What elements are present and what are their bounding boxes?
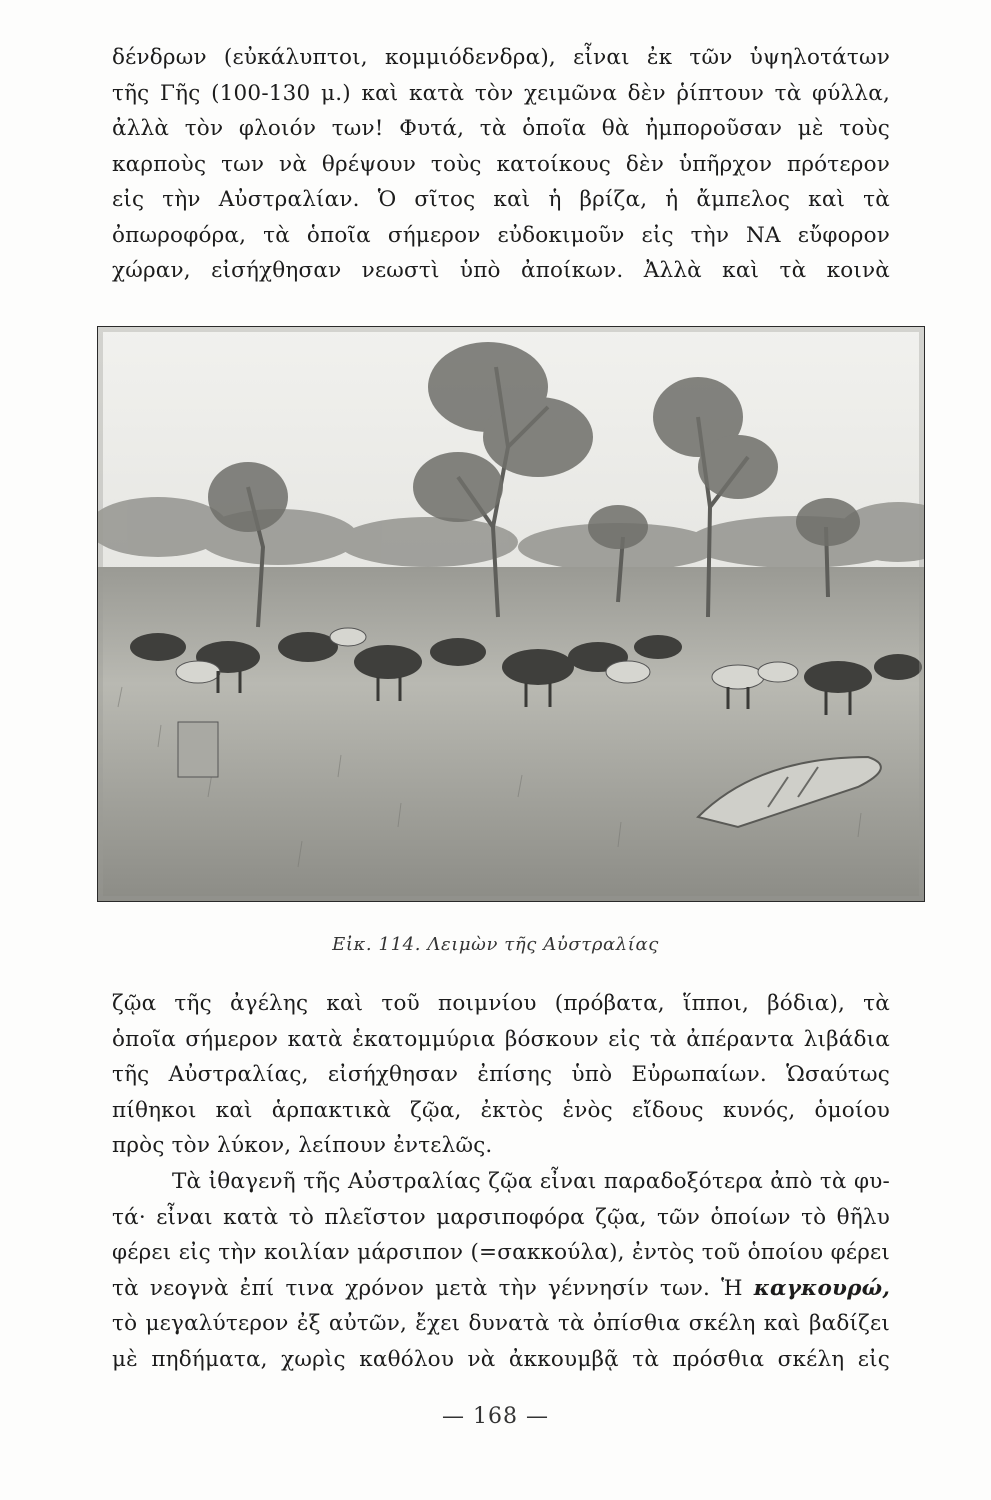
text-line: τὸ μεγαλύτερον ἐξ αὐτῶν, ἔχει δυνατὰ τὰ ὀπίσθια σκέλη καὶ βαδίζει [112,1311,890,1336]
text-line: πρὸς τὸν λύκον, λείπουν ἐντελῶς. [112,1133,493,1158]
kangaroo-term: καγκουρώ, [753,1275,890,1301]
text-line [112,1271,890,1307]
figure-caption: Εἰκ. 114. Λειμὼν τῆς Αὐστραλίας [332,934,659,955]
top-paragraph [112,40,890,289]
text-line: ὁποῖα σήμερον κατὰ ἑκατομμύρια βόσκουν εἰς τὰ ἀπέραντα λιβάδια [112,1026,890,1052]
text-line: Τὰ ἰθαγενῆ τῆς Αὐστραλίας ζῷα εἶναι παραδοξότερα ἀπὸ τὰ φυ- [172,1169,890,1194]
text-line: εἰς τὴν Αὐστραλίαν. Ὁ σῖτος καὶ ἡ βρίζα, ἡ ἄμπελος καὶ τὰ [112,187,890,212]
bottom-paragraph-2 [112,1164,890,1377]
text-line: μὲ πηδήματα, χωρὶς καθόλου νὰ ἀκκουμβᾷ τὰ πρόσθια σκέλη εἰς [112,1346,890,1372]
text-line: καρποὺς των νὰ θρέψουν τοὺς κατοίκους δὲν ὑπῆρχον πρότερον [112,151,890,177]
bottom-paragraph-1 [112,986,890,1164]
text-line: ζῷα τῆς ἀγέλης καὶ τοῦ ποιμνίου (πρόβατα, ἵπποι, βόδια), τὰ [112,991,890,1016]
text-line: τά· εἶναι κατὰ τὸ πλεῖστον μαρσιποφόρα ζῷα, τῶν ὁποίων τὸ θῆλυ [112,1204,890,1230]
text-line: ἀλλὰ τὸν φλοιόν των! Φυτά, τὰ ὁποῖα θὰ ἠμποροῦσαν μὲ τοὺς [112,116,890,141]
meadow-illustration [98,327,924,901]
grazing-cattle-photo [97,326,925,902]
text-line: δένδρων (εὐκάλυπτοι, κομμιόδενδρα), εἶναι ἐκ τῶν ὑψηλοτάτων [112,45,890,70]
text-segment: Ἡ [721,1275,743,1301]
text-line: χώραν, εἰσήχθησαν νεωστὶ ὑπὸ ἀποίκων. Ἀλλὰ καὶ τὰ κοινὰ [112,258,890,283]
text-line: φέρει εἰς τὴν κοιλίαν μάρσιπον (=σακκούλα), ἐντὸς τοῦ ὁποίου φέρει [112,1240,890,1265]
text-line: τῆς Γῆς (100-130 μ.) καὶ κατὰ τὸν χειμῶνα δὲν ῥίπτουν τὰ φύλλα, [112,80,890,106]
text-line: τῆς Αὐστραλίας, εἰσήχθησαν ἐπίσης ὑπὸ Εὐρωπαίων. Ὡσαύτως [112,1062,890,1087]
text-line: πίθηκοι καὶ ἁρπακτικὰ ζῷα, ἐκτὸς ἑνὸς εἴδους κυνός, ὁμοίου [112,1097,890,1123]
text-segment: τὰ νεογνὰ ἐπί τινα χρόνον μετὰ τὴν γέννησίν των. [112,1275,711,1301]
page-number: — 168 — [442,1404,549,1429]
text-line: ὀπωροφόρα, τὰ ὁποῖα σήμερον εὐδοκιμοῦν εἰς τὴν ΝΑ εὔφορον [112,222,890,248]
